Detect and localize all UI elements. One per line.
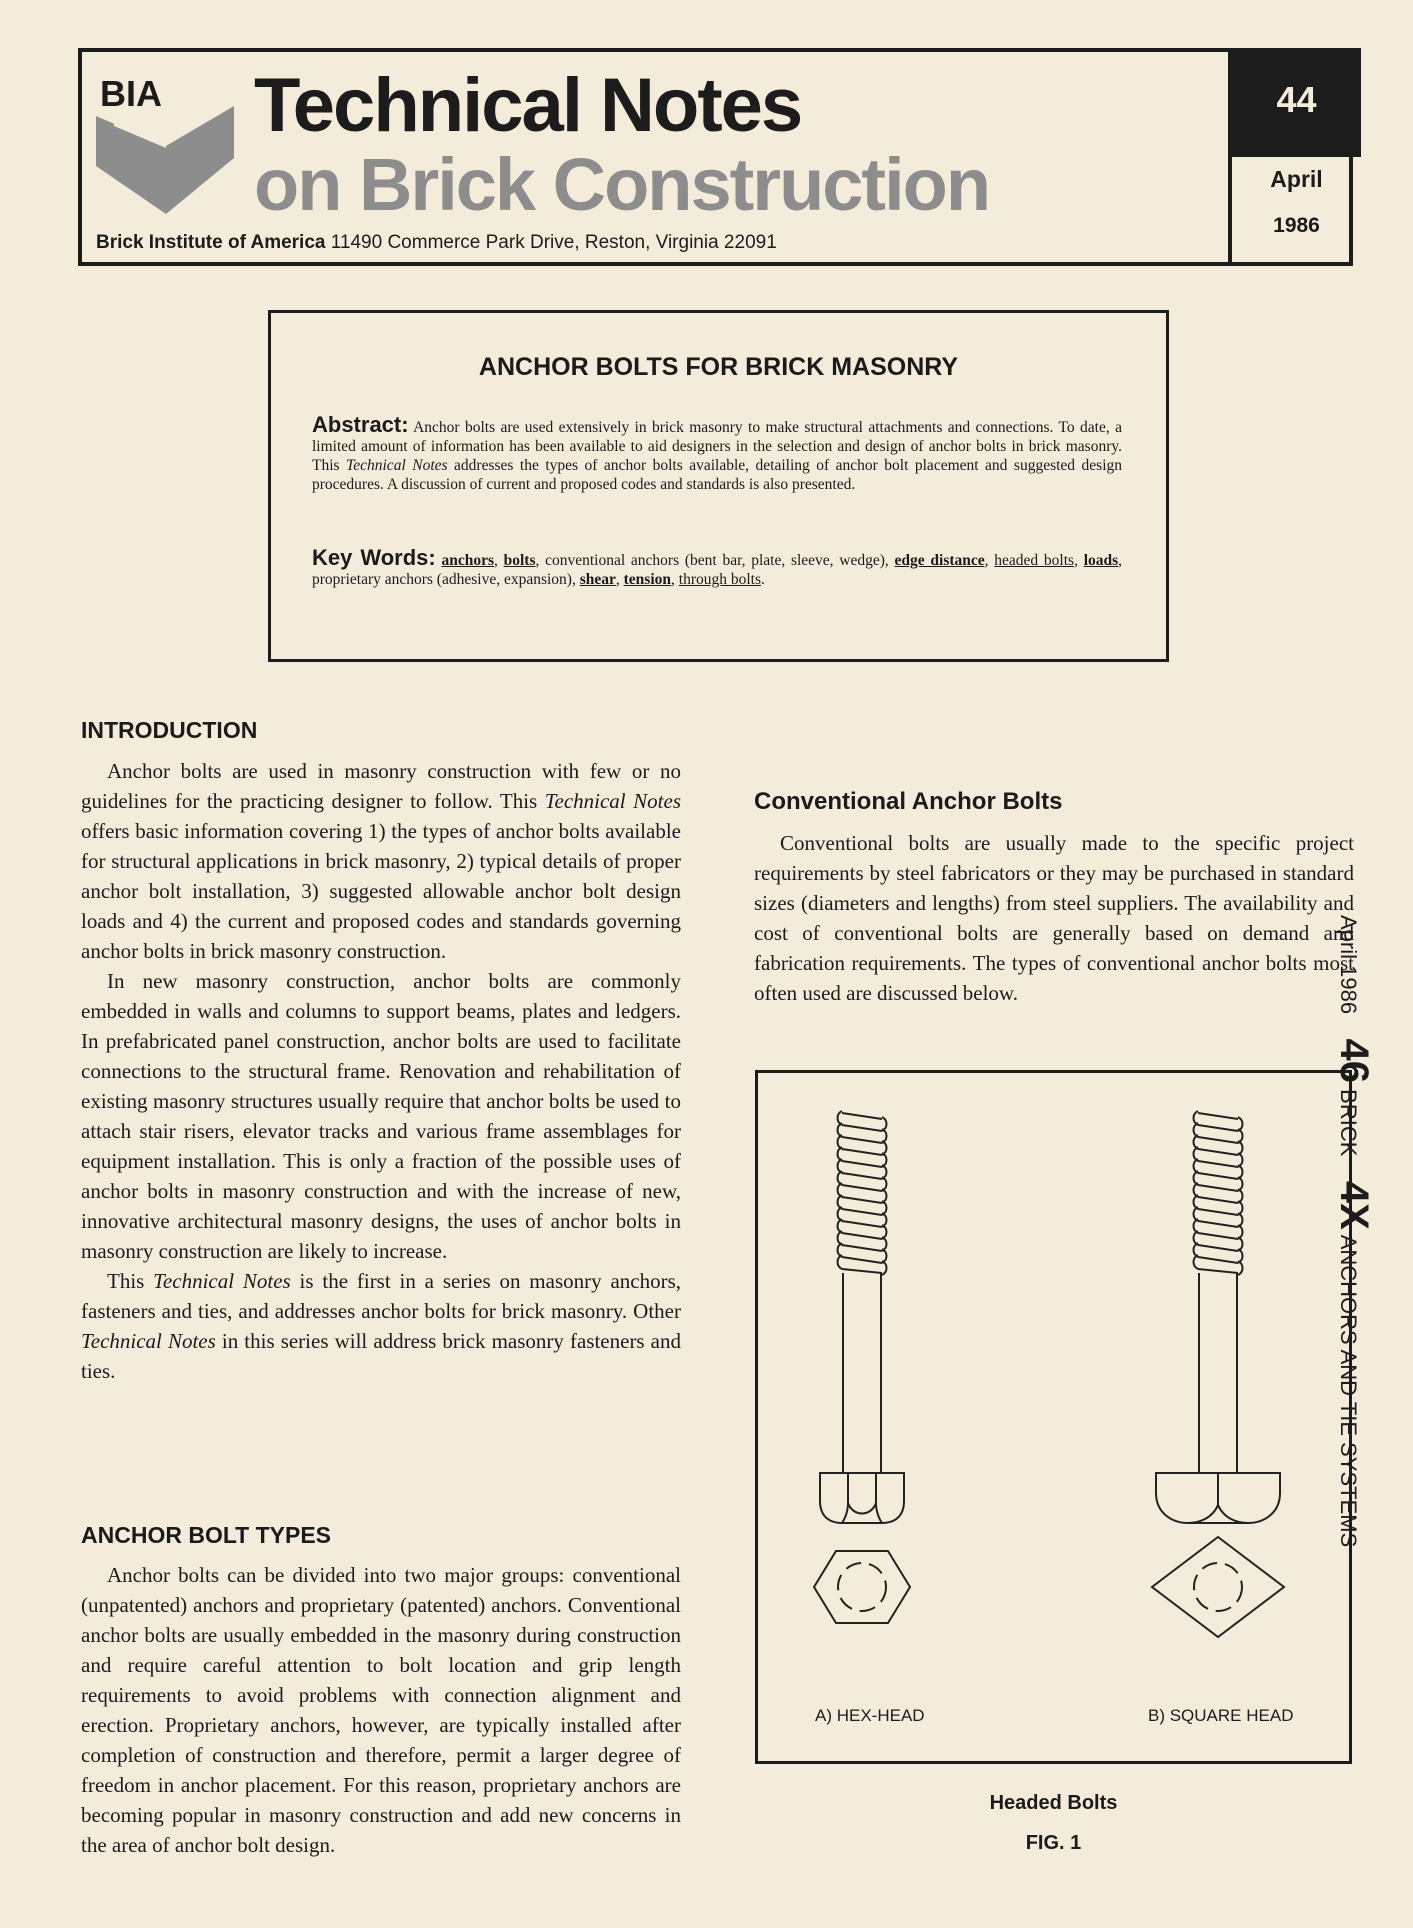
keyword-edge-distance: edge distance [894, 552, 985, 569]
title-line-1: Technical Notes [254, 63, 802, 148]
keyword-sep: . [761, 571, 765, 588]
hex-bolt-threads [838, 1111, 887, 1275]
abstract-label: Abstract: [312, 412, 409, 437]
text: Anchor bolts are used in masonry construction with few or no guidelines for the practicing designer to follow. This [81, 759, 681, 813]
types-body-right [754, 715, 1354, 775]
keyword-sep: , [1074, 552, 1084, 569]
conventional-paragraph-1: Conventional bolts are usually made to the specific project requirements by steel fabricators or they may be purchased in standard sizes (diameters and lengths) from steel suppliers. The availability and cost of conventional bolts are generally based on demand and fabrication requirements. The types of conventional anchor bolts most often used are discussed below. [754, 831, 1354, 1005]
text: in this series will address brick masonry fasteners and ties. [81, 1329, 681, 1383]
text: is the first in a series on masonry anchors, fasteners and ties, and addresses anchor bolts for brick masonry. Other [81, 1269, 681, 1323]
publisher-address [96, 232, 777, 254]
square-head-bolt-illustration [1152, 1111, 1284, 1637]
italic-text: Technical Notes [81, 1329, 216, 1353]
side-tab-series: 4X [1332, 1180, 1376, 1230]
side-tab-number: 46 [1332, 1038, 1376, 1084]
square-bolt-threads [1194, 1111, 1243, 1275]
masthead [78, 48, 1353, 266]
abstract-paragraph [312, 412, 1122, 494]
keyword-anchors: anchors [441, 552, 494, 569]
keyword-text: , conventional anchors (bent bar, plate, sleeve, wedge), [535, 552, 895, 569]
title-line-2: on Brick Construction [254, 143, 990, 226]
issue-box [1228, 48, 1361, 266]
abstract-text-end: addresses the types of anchor bolts available, detailing of anchor bolt placement and suggested design procedures. A discussion of current and proposed codes and standards is also presented. [312, 457, 1122, 493]
keyword-loads: loads [1083, 552, 1119, 569]
figure-label-b: B) SQUARE HEAD [1148, 1706, 1294, 1725]
section-heading-anchor-bolt-types: ANCHOR BOLT TYPES [81, 1522, 332, 1548]
keyword-sep: , [615, 571, 624, 588]
keyword-tension: tension [623, 571, 672, 588]
keyword-headed-bolts: headed bolts [994, 552, 1075, 569]
intro-paragraph-1 [81, 756, 681, 966]
intro-paragraph-3 [81, 1266, 681, 1386]
intro-paragraph-2: In new masonry construction, anchor bolts are commonly embedded in walls and columns to support beams, plates and ledgers. In prefabricated panel construction, anchor bolts are used to facilitate connections to the structural frame. Renovation and rehabilitation of existing masonry structures usually require that anchor bolts be used to attach stair risers, elevator tracks and various frame assemblages for equipment installation. This is only a fraction of the possible uses of anchor bolts in masonry construction and with the increase of new, innovative architectural masonry designs, the uses of anchor bolts in masonry construction are likely to increase. [81, 969, 681, 1263]
keywords-paragraph: Key Words: anchors, bolts, conventional anchors (bent bar, plate, sleeve, wedge), edge distance, headed bolts, loads, proprietary anchors (adhesive, expansion), shear, tension, through bolts. [312, 545, 1123, 588]
section-heading-introduction: INTRODUCTION [81, 717, 258, 743]
keywords-label: Key Words: [312, 545, 436, 570]
italic-text: Technical Notes [153, 1269, 291, 1293]
figure-caption: Headed Bolts [989, 1792, 1118, 1814]
headed-bolts-drawing [758, 1073, 1349, 1761]
abstract-italic: Technical Notes [346, 457, 448, 474]
figure-label-a: A) HEX-HEAD [815, 1706, 925, 1725]
logo-text: BIA [100, 73, 162, 114]
hex-head-top-view [814, 1551, 910, 1623]
conventional-body [754, 828, 1354, 1008]
keyword-bolts: bolts [503, 552, 536, 569]
square-head-top-view [1152, 1537, 1284, 1637]
address-text: 11490 Commerce Park Drive, Reston, Virginia 22091 [325, 232, 777, 253]
subsection-heading-conventional: Conventional Anchor Bolts [754, 788, 1063, 815]
abstract-text: Anchor bolts are used extensively in brick masonry to make structural attachments and connections. To date, a limited amount of information has been available to aid designers in the selection and design of anchor bolts in brick masonry. This [312, 419, 1122, 474]
side-tab-date: April 1986 [1336, 915, 1361, 1015]
hex-head-bolt-illustration [814, 1111, 910, 1623]
types-paragraph-1: Anchor bolts can be divided into two major groups: conventional (unpatented) anchors and proprietary (patented) anchors. Conventional anchor bolts are usually embedded in the masonry during construction and require careful attention to bolt location and grip length requirements to avoid problems with connection alignment and erection. Proprietary anchors, however, are typically installed after completion of construction and therefore, permit a larger degree of freedom in anchor placement. For this reason, proprietary anchors are becoming popular in masonry construction and add new concerns in the area of anchor bolt design. [81, 1563, 681, 1857]
side-tab-category: BRICK [1336, 1089, 1361, 1157]
keyword-sep: , [984, 552, 995, 569]
side-index-tab [1331, 915, 1376, 1547]
keyword-shear: shear [579, 571, 616, 588]
introduction-body [81, 756, 681, 1386]
issue-month: April [1270, 166, 1323, 192]
issue-number: 44 [1232, 48, 1361, 157]
bia-logo-icon [94, 66, 244, 216]
keyword-through-bolts: through bolts [678, 571, 762, 588]
keyword-sep: , [671, 571, 679, 588]
document-title: ANCHOR BOLTS FOR BRICK MASONRY [478, 353, 959, 381]
figure-number: FIG. 1 [1025, 1832, 1082, 1854]
org-name: Brick Institute of America [96, 232, 326, 253]
abstract-box [268, 310, 1169, 662]
keyword-text: , proprietary anchors (adhesive, expansion), [312, 552, 1123, 588]
text: offers basic information covering 1) the types of anchor bolts available for structural applications in brick masonry, 2) typical details of proper anchor bolt installation, 3) suggested allowable anchor bolt design loads and 4) the current and proposed codes and standards governing anchor bolts in brick masonry construction. [81, 819, 681, 963]
side-tab-subject: ANCHORS AND TIE SYSTEMS [1336, 1234, 1361, 1548]
figure-headed-bolts [755, 1070, 1352, 1764]
types-body-left [81, 1560, 681, 1860]
text: This [107, 1269, 154, 1293]
italic-text: Technical Notes [544, 789, 681, 813]
issue-year: 1986 [1273, 214, 1320, 237]
